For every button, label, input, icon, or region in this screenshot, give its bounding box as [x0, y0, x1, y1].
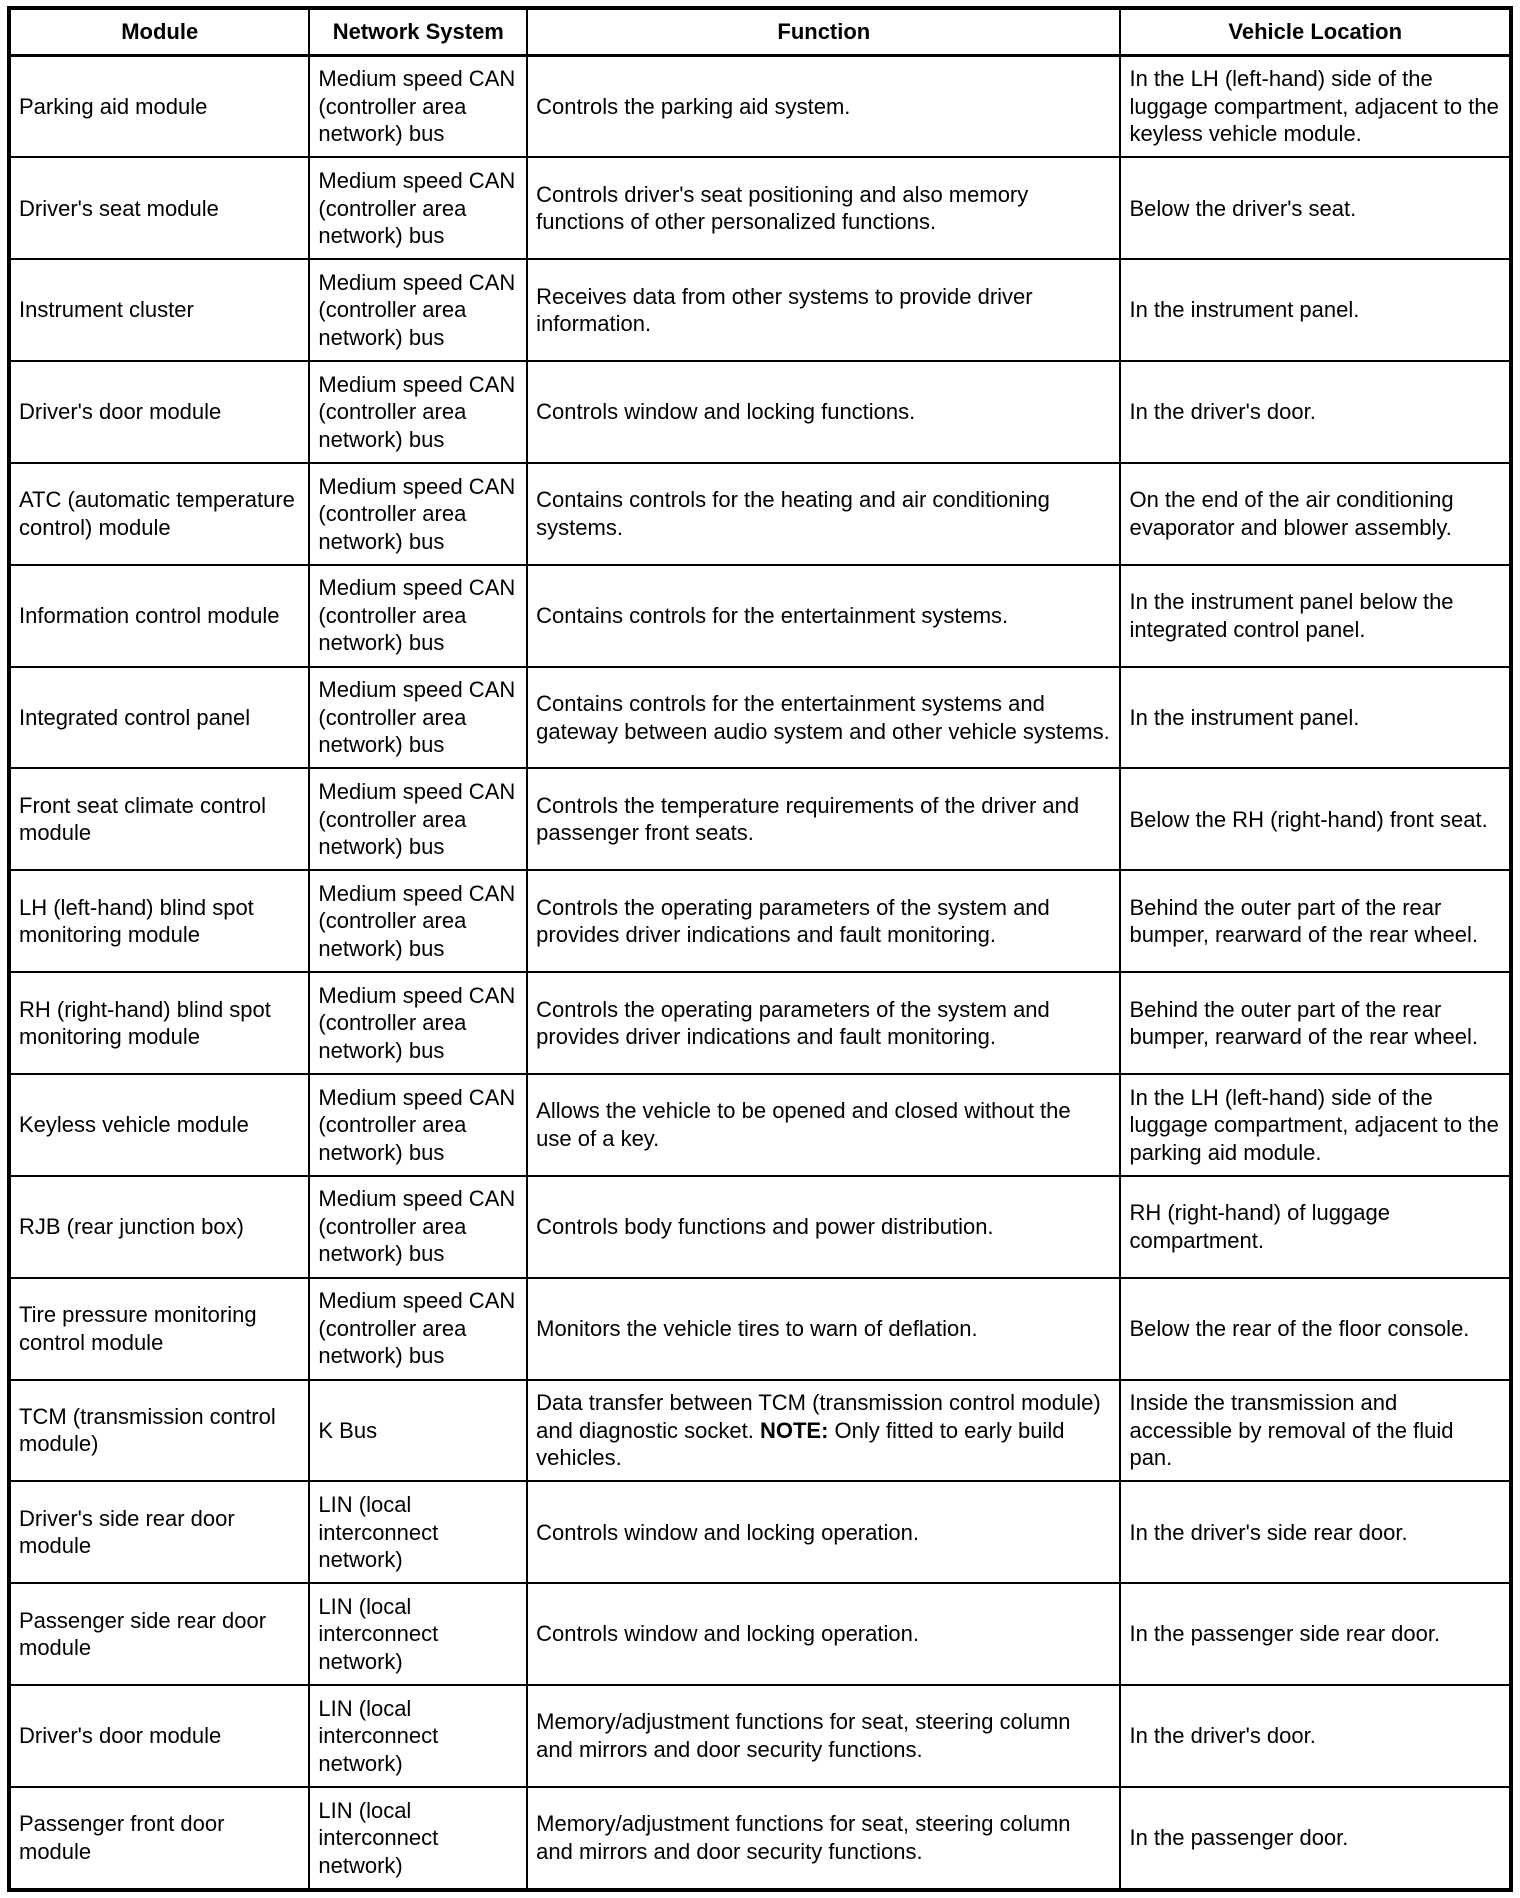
location-cell: In the LH (left-hand) side of the luggage compartment, adjacent to the keyless vehicle module.	[1120, 55, 1511, 157]
table-row	[9, 972, 1511, 1074]
module-cell: Keyless vehicle module	[9, 1074, 309, 1176]
location-cell: In the LH (left-hand) side of the luggage compartment, adjacent to the parking aid module.	[1120, 1074, 1511, 1176]
network-cell: Medium speed CAN (controller area network) bus	[309, 55, 527, 157]
location-cell: In the passenger side rear door.	[1120, 1583, 1511, 1685]
location-cell: In the passenger door.	[1120, 1787, 1511, 1890]
location-cell: In the driver's door.	[1120, 1685, 1511, 1787]
network-cell: K Bus	[309, 1380, 527, 1482]
col-header-module: Module	[9, 8, 309, 55]
network-cell: Medium speed CAN (controller area network) bus	[309, 1278, 527, 1380]
module-cell: Front seat climate control module	[9, 768, 309, 870]
module-cell: ATC (automatic temperature control) module	[9, 463, 309, 565]
location-cell: Below the rear of the floor console.	[1120, 1278, 1511, 1380]
table-row	[9, 667, 1511, 769]
module-cell: Passenger front door module	[9, 1787, 309, 1890]
network-cell: Medium speed CAN (controller area network) bus	[309, 768, 527, 870]
function-cell: Controls window and locking operation.	[527, 1583, 1120, 1685]
location-cell: Behind the outer part of the rear bumper, rearward of the rear wheel.	[1120, 870, 1511, 972]
module-cell: Driver's door module	[9, 361, 309, 463]
location-cell: In the instrument panel below the integrated control panel.	[1120, 565, 1511, 667]
header-row	[9, 8, 1511, 55]
function-cell: Receives data from other systems to provide driver information.	[527, 259, 1120, 361]
table-row	[9, 1583, 1511, 1685]
function-cell: Controls body functions and power distribution.	[527, 1176, 1120, 1278]
location-cell: In the driver's door.	[1120, 361, 1511, 463]
module-network-table	[7, 6, 1513, 1892]
function-cell: Controls the parking aid system.	[527, 55, 1120, 157]
location-cell: Behind the outer part of the rear bumper, rearward of the rear wheel.	[1120, 972, 1511, 1074]
function-cell: Controls window and locking operation.	[527, 1481, 1120, 1583]
location-cell: On the end of the air conditioning evaporator and blower assembly.	[1120, 463, 1511, 565]
function-cell: Memory/adjustment functions for seat, steering column and mirrors and door security functions.	[527, 1787, 1120, 1890]
network-cell: Medium speed CAN (controller area network) bus	[309, 259, 527, 361]
location-cell: Below the driver's seat.	[1120, 157, 1511, 259]
module-cell: RH (right-hand) blind spot monitoring module	[9, 972, 309, 1074]
function-cell: Memory/adjustment functions for seat, steering column and mirrors and door security functions.	[527, 1685, 1120, 1787]
network-cell: LIN (local interconnect network)	[309, 1685, 527, 1787]
network-cell: Medium speed CAN (controller area network) bus	[309, 667, 527, 769]
table-row	[9, 768, 1511, 870]
function-cell: Contains controls for the entertainment systems.	[527, 565, 1120, 667]
function-cell: Controls window and locking functions.	[527, 361, 1120, 463]
function-cell: Controls the operating parameters of the system and provides driver indications and fault monitoring.	[527, 972, 1120, 1074]
location-cell: In the driver's side rear door.	[1120, 1481, 1511, 1583]
col-header-function: Function	[527, 8, 1120, 55]
module-cell: Driver's seat module	[9, 157, 309, 259]
function-cell: Contains controls for the heating and air conditioning systems.	[527, 463, 1120, 565]
col-header-vehicle-location: Vehicle Location	[1120, 8, 1511, 55]
module-cell: Passenger side rear door module	[9, 1583, 309, 1685]
location-cell: In the instrument panel.	[1120, 259, 1511, 361]
location-cell: In the instrument panel.	[1120, 667, 1511, 769]
module-cell: Integrated control panel	[9, 667, 309, 769]
function-cell: Monitors the vehicle tires to warn of deflation.	[527, 1278, 1120, 1380]
network-cell: Medium speed CAN (controller area network) bus	[309, 1176, 527, 1278]
network-cell: Medium speed CAN (controller area network) bus	[309, 972, 527, 1074]
network-cell: Medium speed CAN (controller area network) bus	[309, 463, 527, 565]
network-cell: Medium speed CAN (controller area network) bus	[309, 1074, 527, 1176]
module-cell: Driver's door module	[9, 1685, 309, 1787]
table-row	[9, 1481, 1511, 1583]
table-row	[9, 1685, 1511, 1787]
table-row	[9, 1074, 1511, 1176]
table-row	[9, 870, 1511, 972]
col-header-network-system: Network System	[309, 8, 527, 55]
function-cell: Controls driver's seat positioning and also memory functions of other personalized functions.	[527, 157, 1120, 259]
module-cell: LH (left-hand) blind spot monitoring module	[9, 870, 309, 972]
function-cell: Controls the temperature requirements of the driver and passenger front seats.	[527, 768, 1120, 870]
table-row	[9, 1380, 1511, 1482]
module-cell: Driver's side rear door module	[9, 1481, 309, 1583]
network-cell: Medium speed CAN (controller area network) bus	[309, 157, 527, 259]
function-cell: Controls the operating parameters of the system and provides driver indications and fault monitoring.	[527, 870, 1120, 972]
table-body	[9, 55, 1511, 1890]
function-cell: Data transfer between TCM (transmission control module) and diagnostic socket. NOTE: Only fitted to early build vehicles.	[527, 1380, 1120, 1482]
location-cell: Below the RH (right-hand) front seat.	[1120, 768, 1511, 870]
function-cell: Allows the vehicle to be opened and closed without the use of a key.	[527, 1074, 1120, 1176]
table-row	[9, 1787, 1511, 1890]
network-cell: Medium speed CAN (controller area network) bus	[309, 870, 527, 972]
module-cell: Parking aid module	[9, 55, 309, 157]
network-cell: LIN (local interconnect network)	[309, 1787, 527, 1890]
module-cell: RJB (rear junction box)	[9, 1176, 309, 1278]
module-cell: TCM (transmission control module)	[9, 1380, 309, 1482]
function-cell: Contains controls for the entertainment systems and gateway between audio system and other vehicle systems.	[527, 667, 1120, 769]
location-cell: Inside the transmission and accessible by removal of the fluid pan.	[1120, 1380, 1511, 1482]
table-row	[9, 565, 1511, 667]
network-cell: Medium speed CAN (controller area network) bus	[309, 361, 527, 463]
note-label: NOTE:	[759, 1417, 829, 1443]
module-cell: Information control module	[9, 565, 309, 667]
network-cell: LIN (local interconnect network)	[309, 1583, 527, 1685]
table-row	[9, 1176, 1511, 1278]
table-row	[9, 259, 1511, 361]
table-row	[9, 157, 1511, 259]
location-cell: RH (right-hand) of luggage compartment.	[1120, 1176, 1511, 1278]
table-row	[9, 55, 1511, 157]
table-row	[9, 1278, 1511, 1380]
network-cell: LIN (local interconnect network)	[309, 1481, 527, 1583]
network-cell: Medium speed CAN (controller area network) bus	[309, 565, 527, 667]
module-cell: Instrument cluster	[9, 259, 309, 361]
module-cell: Tire pressure monitoring control module	[9, 1278, 309, 1380]
table-row	[9, 463, 1511, 565]
table-row	[9, 361, 1511, 463]
